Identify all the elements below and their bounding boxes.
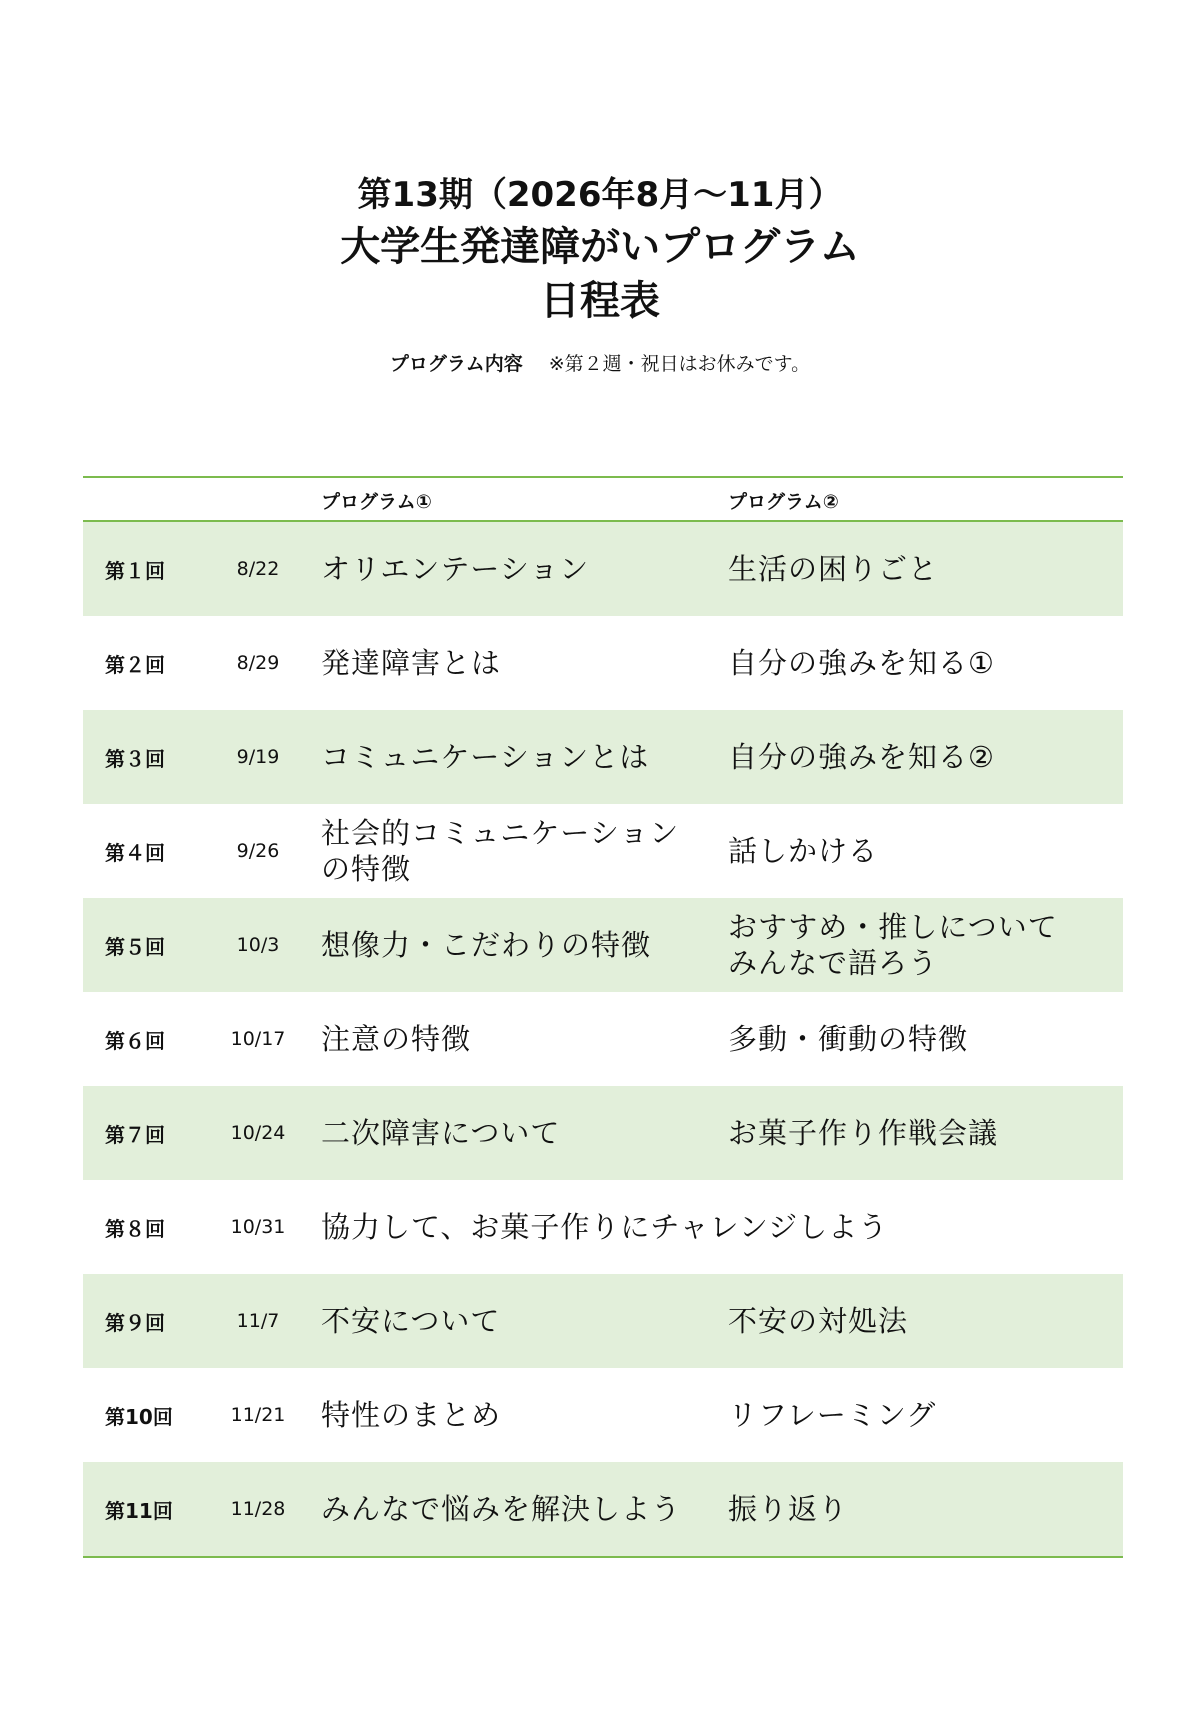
session-date (213, 1368, 303, 1462)
session-number (105, 1274, 215, 1368)
table-row (83, 1274, 1123, 1368)
session-program2-text: 自分の強みを知る① (728, 646, 995, 680)
session-date (213, 1180, 303, 1274)
session-number (105, 1180, 215, 1274)
session-date-text: 11/21 (230, 1404, 286, 1426)
session-date (213, 804, 303, 898)
session-date (213, 898, 303, 992)
session-number-text: 第６回 (105, 1028, 165, 1053)
schedule-table (83, 476, 1123, 1558)
session-program1-text: 不安について (321, 1304, 501, 1338)
session-program1-text: 特性のまとめ (321, 1398, 502, 1432)
session-program2 (728, 1274, 1118, 1368)
session-date-text: 9/19 (236, 746, 280, 768)
session-program2-text: 振り返り (728, 1492, 849, 1526)
session-program1 (321, 804, 721, 898)
session-date-text: 9/26 (236, 840, 280, 862)
session-number (105, 710, 215, 804)
title-block (0, 172, 1200, 328)
session-program1-text: 二次障害について (321, 1116, 561, 1150)
term-title: 第13期（2026年8月～11月） (357, 175, 843, 215)
session-date (213, 710, 303, 804)
session-program2 (728, 992, 1118, 1086)
table-body (83, 522, 1123, 1556)
session-number-text: 第３回 (105, 746, 165, 771)
session-date (213, 1274, 303, 1368)
session-program2 (728, 1086, 1118, 1180)
session-date-text: 11/28 (230, 1498, 286, 1520)
holiday-note: ※第２週・祝日はお休みです。 (548, 353, 811, 375)
table-row (83, 992, 1123, 1086)
session-program1 (321, 992, 721, 1086)
session-date (213, 1462, 303, 1556)
session-program-combined (321, 1180, 1121, 1274)
session-program1 (321, 898, 721, 992)
session-program2 (728, 804, 1118, 898)
session-date (213, 992, 303, 1086)
schedule-title: 日程表 (540, 278, 660, 324)
session-program2-text: 話しかける (728, 834, 879, 868)
session-number-text: 第９回 (105, 1310, 165, 1335)
session-date (213, 1086, 303, 1180)
table-header-row (83, 478, 1123, 522)
table-row (83, 710, 1123, 804)
session-program1-text: 社会的コミュニケーション の特徴 (321, 816, 680, 886)
table-row (83, 522, 1123, 616)
session-number (105, 1368, 215, 1462)
session-program2 (728, 1368, 1118, 1462)
table-row (83, 898, 1123, 992)
session-number (105, 616, 215, 710)
session-program2-text: 生活の困りごと (728, 552, 939, 586)
session-date-text: 8/22 (236, 558, 280, 580)
session-program1 (321, 1086, 721, 1180)
session-number (105, 898, 215, 992)
session-number (105, 804, 215, 898)
session-number-text: 第８回 (105, 1216, 165, 1241)
session-number-text: 第４回 (105, 840, 165, 865)
session-program2-text: おすすめ・推しについて みんなで語ろう (728, 910, 1058, 980)
session-program1-text: 注意の特徴 (321, 1022, 472, 1056)
session-program2 (728, 898, 1118, 992)
session-date-text: 10/17 (230, 1028, 286, 1050)
session-program2-text: 不安の対処法 (728, 1304, 909, 1338)
session-program2-text: 自分の強みを知る② (728, 740, 995, 774)
session-number (105, 522, 215, 616)
session-date-text: 10/3 (236, 934, 280, 956)
session-number (105, 1462, 215, 1556)
session-number-text: 第７回 (105, 1122, 165, 1147)
session-date (213, 616, 303, 710)
session-program2-text: リフレーミング (728, 1398, 937, 1432)
table-row (83, 1180, 1123, 1274)
table-row (83, 1462, 1123, 1556)
session-program1-text: コミュニケーションとは (321, 740, 650, 774)
session-program1-text: みんなで悩みを解決しよう (321, 1492, 682, 1526)
session-date-text: 10/24 (230, 1122, 286, 1144)
session-program2 (728, 710, 1118, 804)
session-program2-text: 多動・衝動の特徴 (728, 1022, 969, 1056)
session-program1 (321, 616, 721, 710)
session-program2 (728, 522, 1118, 616)
session-number (105, 1086, 215, 1180)
session-program2-text: お菓子作り作戦会議 (728, 1116, 999, 1150)
session-program1-text: 想像力・こだわりの特徴 (321, 928, 652, 962)
table-row (83, 616, 1123, 710)
session-program2 (728, 1462, 1118, 1556)
session-program2 (728, 616, 1118, 710)
session-number-text: 第11回 (105, 1498, 173, 1523)
session-number (105, 992, 215, 1086)
session-number-text: 第10回 (105, 1404, 173, 1429)
session-program1 (321, 1274, 721, 1368)
session-date-text: 10/31 (230, 1216, 286, 1238)
session-program1 (321, 1462, 721, 1556)
session-program1 (321, 522, 721, 616)
program-title: 大学生発達障がいプログラム (340, 224, 860, 270)
session-date-text: 8/29 (236, 652, 280, 674)
session-number-text: 第５回 (105, 934, 165, 959)
session-program1-text: オリエンテーション (321, 552, 590, 586)
subtitle (0, 350, 1200, 378)
session-number-text: 第２回 (105, 652, 165, 677)
session-program1 (321, 1368, 721, 1462)
session-program1 (321, 710, 721, 804)
session-date (213, 522, 303, 616)
session-number-text: 第１回 (105, 558, 165, 583)
session-date-text: 11/7 (236, 1310, 280, 1332)
session-program1-text: 発達障害とは (321, 646, 502, 680)
column-header-program1: プログラム① (321, 491, 432, 513)
column-header-program2: プログラム② (728, 491, 839, 513)
table-row (83, 1368, 1123, 1462)
session-program-combined-text: 協力して、お菓子作りにチャレンジしよう (321, 1210, 889, 1244)
table-row (83, 1086, 1123, 1180)
table-row (83, 804, 1123, 898)
subtitle-label: プログラム内容 (389, 353, 523, 375)
